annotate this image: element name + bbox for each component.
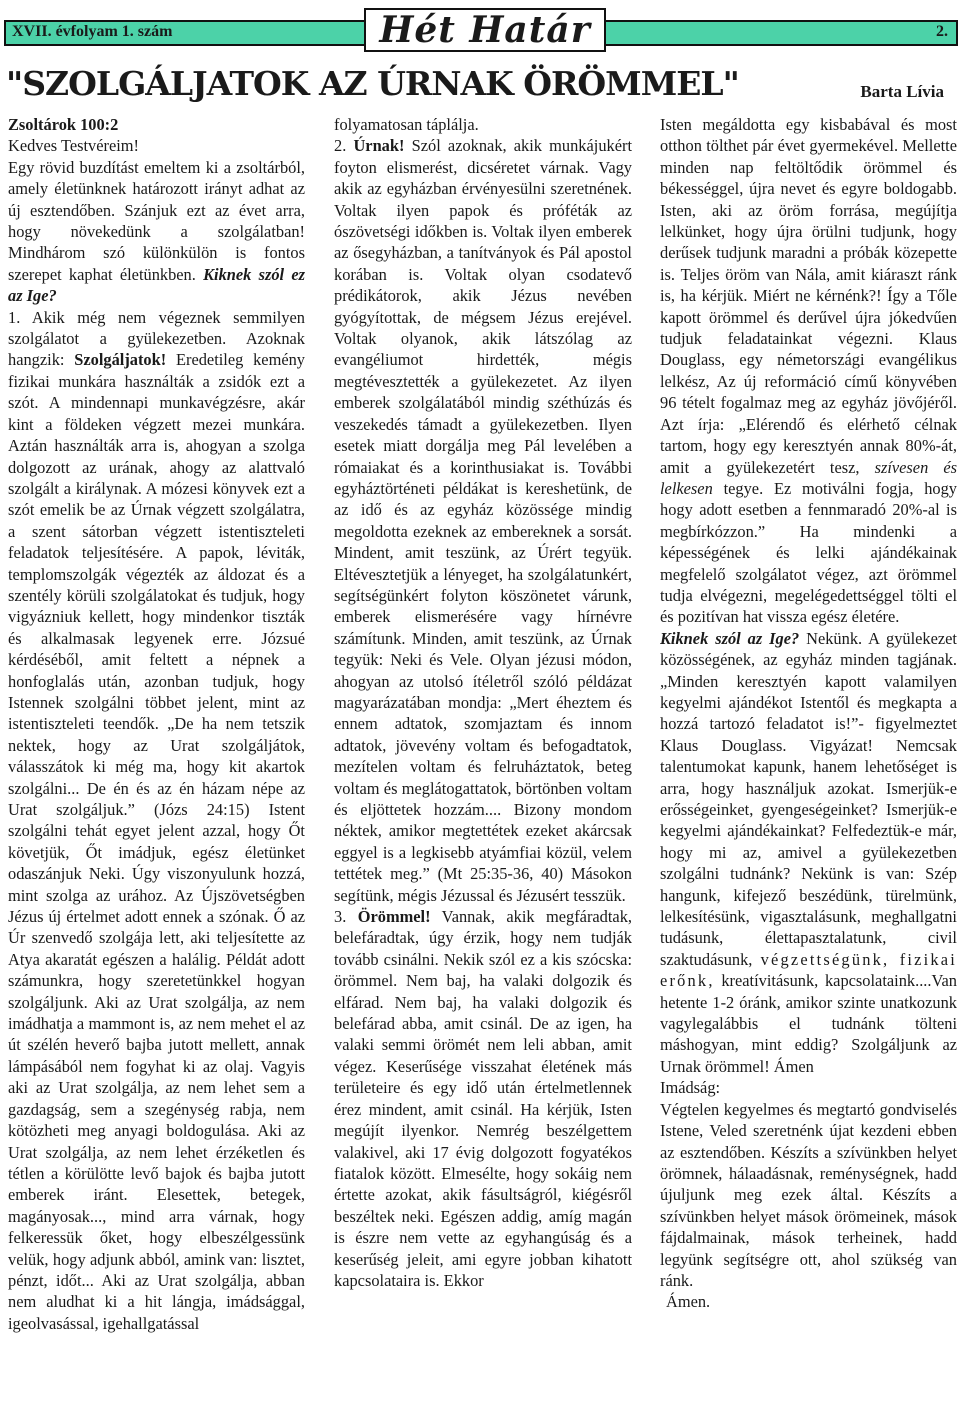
column-1 bbox=[8, 114, 305, 1420]
prayer-heading: Imádság: bbox=[660, 1078, 721, 1098]
keyword-lord: Úrnak! bbox=[353, 136, 405, 156]
article-author: Barta Lívia bbox=[860, 82, 944, 101]
point-one-paragraph: 1. Akik még nem végeznek semmilyen szolgálatot a gyülekezetben. Azoknak hangzik: Szolgáljatok! Eredetileg kemény fizikai munkára használták a zsidók ezt a szót. A mindennapi munkavégzésre, akár kint a földeken végzett mezei munkára. Aztán használták arra is, ahogyan a szolga dolgozott az urának, ahogy az alattvaló szolgált a királynak. A mózesi könyvek ezt a szót emelik be az Úrnak végzett szolgálatra, a szent sátorban végzett istentiszteleti feladatok teljesítésére. A papok, léviták, templomszolgák végezték az áldozat és a szentély körüli szolgálatokat és tudjuk, hogy vigyázniuk kellett, hogy mindenkor tiszták és alkalmasak legyenek erre. Józsué kérdéséből, amit feltett a népnek a honfoglalás után, azonban tudjuk, hogy Istennek szolgálni többet jelent, mint az istentiszteleti teendők. „De ha nem tetszik nektek, hogy az Urat szolgáljátok, válasszátok ki még ma, hogy kit akartok szolgálni... De én és az én házam népe az Urat szolgáljuk.” (Józs 24:15) Istent szolgálni tehát egyet jelent azzal, hogy Őt követjük, Őt imádjuk, egész életünket odaszánjuk Neki. Úgy viszonyulunk hozzá, mint szolga az urához. Az Újszövetségben Jézus új értelmet adott ennek a szónak. Ő az Úr szenvedő szolgája lett, aki teljesítette az Atya akaratát egészen a halálig. Példát adott számunkra, hogy szeretetünkkel hogyan szolgáljunk. Aki az Urat szolgálja, az nem imádhatja a mammont is, az nem mehet el az út szélén heverő bajba jutott mellett, annak lámpásából nem fogyhat ki az olaj. Vagyis aki az Urat szolgálja, az nem lehet sem a gazdagság, sem a szegénység rabja, nem kötözheti meg anyagi boldogulása. Aki az Urat szolgálja, az nem lehet érzéketlen és tétlen a körülötte levő bajok és bajba jutott emberek iránt. Elesettek, betegek, magányosak..., mind arra várnak, hogy felkeressük őket, hogy elbeszélgessünk velük, hogy adjunk abból, amink van: lisztet, pénzt, időt... Aki az Urat szolgálja, abban nem aludhat ki a hit lángja, imádsággal, igeolvasással, igehallgatással bbox=[8, 307, 305, 1333]
point-two-paragraph: 2. Úrnak! Szól azoknak, akik munkájukért foyton elismerést, dicséretet várnak. Vagy akik az egyházban érvényesülni szeretnének. Voltak ilyen papok és próféták az ószövetségi időkben is. Voltak ilyen emberek az ősegyházban, a tanítványok és Pál apostol korában is. Voltak olyan csodatevő prédikátorok, akik Jézus nevében gyógyítottak, de mégsem Jézus erejével. Voltak olyanok, akik látszólag az evangéliumot hirdették, mégis megtévesztették a gyülekezetet. Az ilyen emberek szolgálatából mindig széthúzás és veszekedés támadt a gyülekezetben. Ilyen esetek miatt dorgálja meg Pál levelében a rómaiakat és a korinthusiakat is. További egyháztörténeti példákat is kereshetünk, de az idő és az egyház közössége mindig megoldotta ezeknek az embereknek a sorsát. Mindent, amit teszünk, az Úrért tegyük. Eltévesztetjük a lényeget, ha szolgálatunkért, segítségünkért folyton köszönetet várunk, emberek elismerésére vagy hírnévre számítunk. Minden, amit teszünk, az Úrnak tegyük: Neki és Vele. Olyan jézusi módon, ahogyan az utolsó ítéletről szóló példázat magyarázatában mondja: „Mert éheztem és ennem adtatok, szomjaztam és innom adtatok, jövevény voltam és befogadtatok, mezítelen voltam és felruháztatok, beteg voltam és meglátogattatok, börtönben voltam és eljöttetek hozzám.... Bizony mondom néktek, amikor megtettétek ezeket akárcsak eggyel is a legkisebb atyámfiai közül, velem tettétek meg.” (Mt 25:35-36, 40) Másokon segítünk, mégis Jézussal és Jézusért tesszük. bbox=[334, 136, 632, 905]
emphasis-text: szívesen és lelkesen bbox=[660, 457, 957, 498]
greeting: Kedves Testvéreim! bbox=[8, 136, 139, 156]
article-title: "SZOLGÁLJATOK AZ ÚRNAK ÖRÖMMEL" bbox=[6, 64, 739, 103]
prayer-text: Végtelen kegyelmes és megtartó gondviselés Istene, Veled szeretnénk újat kezdeni ebben az esztendőben. Készíts a szívünkben helyet örömnek, hálaadásnak, reménységnek, hadd újuljunk meg ezek által. Készíts a szívünkben helyet mások örömeinek, mások fájdalmainak, mások terheinek, hadd legyünk segítségre ott, ahol szükség van ránk. bbox=[660, 1099, 957, 1290]
question-heading-2: Kiknek szól az Ige? bbox=[660, 628, 800, 648]
psalm-reference: Zsoltárok 100:2 bbox=[8, 115, 119, 134]
joy-paragraph: Isten megáldotta egy kisbabával és most otthon tölthet pár évet gyermekével. Mellette minden nap feltöltődik örömmel és békességgel, újra nevet és egyre boldogabb. Isten, aki az öröm forrása, megújítja lelkünket, hogy újra örülni tudjunk, hogy derűsek tudjunk maradni a próbák közepette is. Teljes öröm van Nála, amit kiáraszt ránk is, ha kérjük. Miért ne kérnénk?! Így a Tőle kapott örömmel és derűvel újra jókedvűen tudjuk feladatainkat végezni. Klaus Douglass, egy németországi evangélikus lelkész, Az új reformáció című könyvében 96 tételt fogalmaz meg az egyház jövőjéről. Azt írja: „Elérendő és elérhető célnak tartom, hogy egy keresztyén annak 80%-át, amit a gyülekezetért tesz, szívesen és lelkesen tegye. Ez motiválni fogja, hogy hogy adott esetben a fennmaradó 20%-al is megbírkózzon.” Ha mindenki a képességének és lelki ajándékainak megfelelő szolgálatot végez, azt örömmel tudja elvégezni, megelégedettséggel tölti el és pozitívan hat vissza egész életére. bbox=[660, 115, 957, 627]
audience-paragraph: Kiknek szól az Ige? Nekünk. A gyülekezet közösségének, az egyház minden tagjának. „Minden keresztyén kapott valamilyen kegyelmi ajándékot Istentől és megkapta a hozzá tartozó feladatot is!”- figyelmeztet Klaus Douglass. Vigyázat! Nemcsak talentumokat kapunk, hanem lehetőséget is arra, hogy használjuk azokat. Ismerjük-e erősségeinket, gyengeségeinket? Ismerjük-e kegyelmi ajándékainkat? Felfedeztük-e már, hogy mi az, amivel a gyülekezetben szolgálni tudnánk? Nekünk is van: Szép hangunk, kifejező beszédünk, türelmünk, lelkesítésünk, vigasztalásunk, meghallgatni tudásunk, élettapasztalatunk, civil szaktudásunk, végzettségünk, fizikai erőnk, kreatívitásunk, kapcsolataink....Van hetente 1-2 óránk, amikor szinte unatkozunk vagylegalábbis el tudnánk tölteni máshogyan, mint eddig? Szolgáljunk az Urnak örömmel! Ámen bbox=[660, 628, 957, 1076]
page-number: 2. bbox=[936, 23, 948, 40]
question-heading: Kiknek szól ez az Ige? bbox=[8, 264, 305, 306]
intro-paragraph: Egy rövid buzdítást emeltem ki a zsoltárból, amely életünknek határozott irányt adhat az új esztendőben. Szánjuk ezt az évet arra, hogy növekedünk a szolgálatban! Mindhárom szó különkülön is fontos szerepet kaphat életünkben. Kiknek szól ez az Ige? bbox=[8, 157, 305, 306]
keyword-joy: Örömmel! bbox=[357, 907, 431, 927]
prayer-amen: Ámen. bbox=[666, 1292, 711, 1312]
keyword-serve: Szolgáljatok! bbox=[74, 350, 167, 370]
column-2 bbox=[334, 114, 632, 1420]
column-3 bbox=[660, 114, 957, 1420]
masthead bbox=[4, 8, 958, 51]
point-three-paragraph: 3. Örömmel! Vannak, akik megfáradtak, belefáradtak, úgy érzik, hogy nem tudják tovább csinálni. Nekik szól ez a kis szócska: örömmel. Nem baj, ha valaki dolgozik és elfárad. Nem baj, ha valaki dolgozik és belefárad abba, amit csinál. De az igen, ha valaki semmi örömét nem leli abban, amit végez. Keserűsége visszahat életének más területeire és egy idő után értelmetlennek érez mindent, amit csinál. Ha kérjük, Isten megújít ilyenkor. Nemrég beszélgettem valakivel, aki 17 évig dolgozott fogyatékos fiatalok között. Elmesélte, hogy sokáig nem értette azokat, akik fásultságról, kiégésről beszéltek neki. Egészen addig, amíg magán is észre nem vette az egyhangúság és a keserűség jeleit, ami egyre jobban kihatott kapcsolataira is. Ekkor bbox=[334, 907, 632, 1290]
volume-issue: XVII. évfolyam 1. szám bbox=[12, 23, 173, 40]
newsletter-logo: Hét Határ bbox=[364, 8, 606, 52]
continuation: folyamatosan táplálja. bbox=[334, 115, 479, 134]
